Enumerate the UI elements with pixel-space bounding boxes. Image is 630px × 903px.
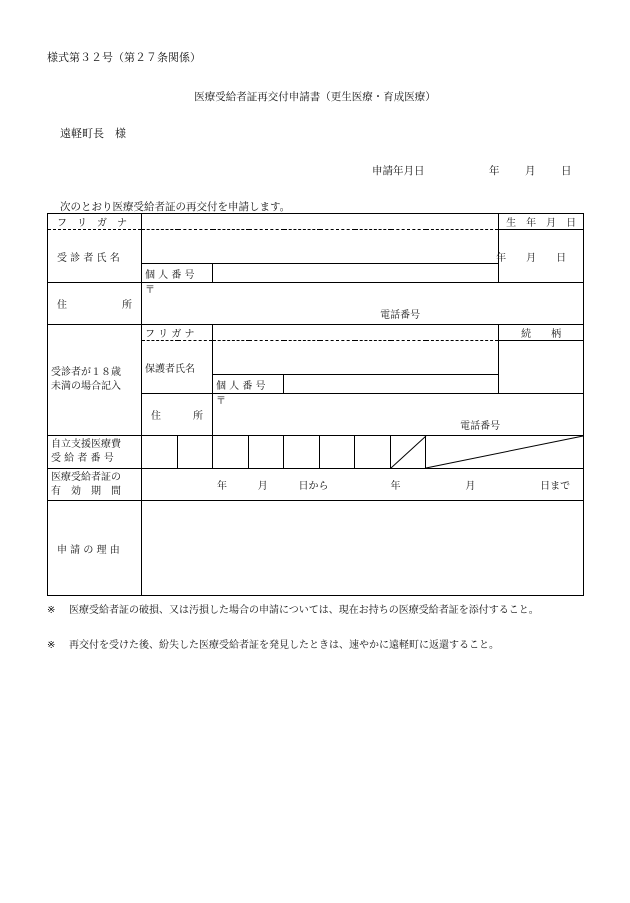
- validity-from-month: 月: [257, 481, 268, 492]
- furigana-label-cell: [48, 214, 142, 230]
- reason-label-cell: [48, 501, 142, 596]
- guardian-postal-mark: 〒: [216, 395, 226, 407]
- guardian-name-input[interactable]: [213, 341, 499, 375]
- address-input[interactable]: [142, 283, 584, 325]
- note-2-mark: ※: [47, 640, 56, 651]
- guardian-name-label: 保護者氏名: [145, 363, 195, 375]
- recipient-name-input[interactable]: [142, 230, 499, 264]
- validity-input[interactable]: [142, 469, 584, 501]
- guardian-furigana-input[interactable]: [213, 325, 499, 341]
- recipient-number-label-line2: 受 給 者 番 号: [51, 453, 114, 464]
- recipient-number-digit-struck: [391, 436, 426, 469]
- birth-month-label: 月: [526, 252, 537, 264]
- application-date-label: 申請年月日: [372, 165, 425, 177]
- birth-day-label: 日: [556, 252, 567, 264]
- validity-from-day: 日から: [298, 481, 329, 492]
- recipient-number-digit[interactable]: [320, 436, 355, 469]
- recipient-number-unused: [426, 436, 584, 469]
- strike-line-wide: [426, 436, 583, 468]
- application-date-day[interactable]: 日: [561, 165, 572, 177]
- strike-line: [391, 436, 425, 468]
- addressee: 遠軽町長 様: [60, 127, 126, 140]
- guardian-personal-number-label: 個 人 番 号: [216, 380, 266, 392]
- postal-mark: 〒: [145, 284, 155, 296]
- form-number: 様式第３２号（第２７条関係）: [47, 51, 201, 64]
- personal-number-label: 個 人 番 号: [145, 269, 195, 281]
- minor-section-label-cell: [48, 325, 142, 436]
- application-date-year[interactable]: 年: [489, 165, 500, 177]
- guardian-furigana-label-cell: [142, 325, 213, 341]
- birthdate-header: 生 年 月 日: [499, 214, 584, 230]
- recipient-number-digit[interactable]: [178, 436, 213, 469]
- birth-year-label: 年: [496, 252, 507, 264]
- minor-section-label-line2: 未満の場合記入: [51, 381, 121, 392]
- guardian-personal-number-label-cell: [213, 375, 284, 394]
- validity-label-line1: 医療受給者証の: [51, 471, 121, 483]
- relationship-header: 続 柄: [499, 325, 584, 341]
- address-label-2: 所: [122, 300, 132, 311]
- recipient-number-digit[interactable]: [213, 436, 249, 469]
- reason-label: 申 請 の 理 由: [57, 544, 120, 556]
- validity-label-line2: 有 効 期 間: [51, 485, 121, 497]
- note-1-text: 医療受給者証の破損、又は汚損した場合の申請については、現在お持ちの医療受給者証を添付すること。: [69, 605, 539, 616]
- address-label-1: 住: [57, 300, 67, 311]
- guardian-furigana-label: フ リ ガ ナ: [145, 329, 195, 340]
- guardian-address-label-cell: [142, 394, 213, 436]
- recipient-number-digit[interactable]: [355, 436, 391, 469]
- personal-number-input[interactable]: [213, 264, 499, 283]
- note-1-mark: ※: [47, 605, 56, 616]
- note-1: [47, 602, 587, 619]
- guardian-address-label-1: 住: [151, 411, 161, 422]
- application-date-month[interactable]: 月: [525, 165, 536, 177]
- validity-from-year: 年: [217, 481, 227, 492]
- recipient-number-digit[interactable]: [249, 436, 284, 469]
- reason-input[interactable]: [142, 501, 584, 596]
- validity-to-year: 年: [390, 481, 401, 492]
- note-2: [47, 637, 587, 654]
- intro-text: 次のとおり医療受給者証の再交付を申請します。: [60, 201, 291, 213]
- address-label-cell: [48, 283, 142, 325]
- phone-label: 電話番号: [380, 309, 421, 321]
- personal-number-label-cell: [142, 264, 213, 283]
- recipient-number-digit[interactable]: [142, 436, 178, 469]
- guardian-name-label-cell: [142, 341, 213, 394]
- document-title: 医療受給者証再交付申請書（更生医療・育成医療）: [194, 91, 436, 103]
- relationship-input[interactable]: [499, 341, 584, 394]
- guardian-personal-number-input[interactable]: [284, 375, 499, 394]
- furigana-input[interactable]: [142, 214, 499, 230]
- recipient-number-label-cell: [48, 436, 142, 469]
- recipient-number-label-line1: 自立支援医療費: [51, 439, 121, 450]
- guardian-phone-label: 電話番号: [460, 420, 501, 432]
- validity-to-month: 月: [465, 481, 476, 492]
- guardian-address-label-2: 所: [193, 411, 203, 422]
- validity-label-cell: [48, 469, 142, 501]
- minor-section-label-line1: 受診者が１８歳: [51, 367, 121, 378]
- note-2-text: 再交付を受けた後、紛失した医療受給者証を発見したときは、速やかに遠軽町に返還すること。: [69, 640, 499, 651]
- validity-to-day: 日まで: [540, 481, 571, 492]
- recipient-name-label: 受 診 者 氏 名: [57, 252, 120, 264]
- recipient-name-label-cell: [48, 230, 142, 283]
- birthdate-input[interactable]: [496, 230, 584, 283]
- furigana-label: フ リ ガ ナ: [57, 218, 127, 229]
- application-form-table: [47, 213, 584, 596]
- recipient-number-digit[interactable]: [284, 436, 320, 469]
- guardian-address-input[interactable]: [213, 394, 584, 436]
